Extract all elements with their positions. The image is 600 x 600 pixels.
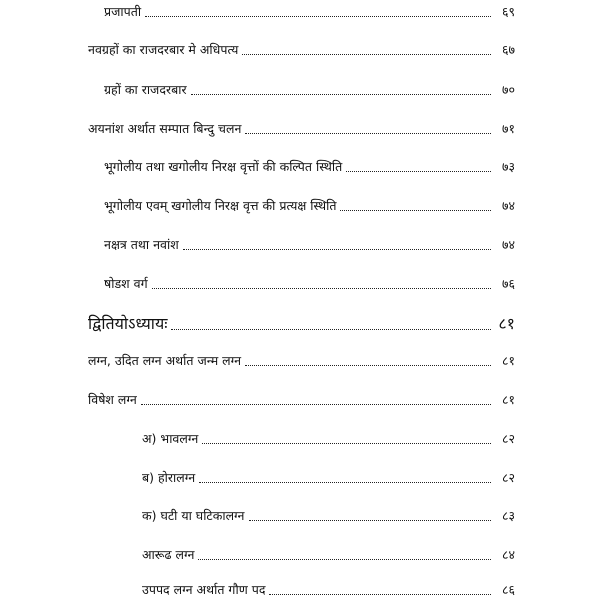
toc-entry-page: ८३ [501, 508, 515, 523]
toc-entry-title: नवग्रहों का राजदरबार मे अधिपत्य [88, 42, 239, 57]
toc-entry-page: ७४ [501, 198, 515, 213]
dot-leader [346, 170, 491, 172]
dot-leader [141, 403, 491, 405]
toc-entry-page: ८१ [501, 353, 515, 368]
dot-leader [202, 442, 491, 444]
toc-entry [142, 427, 515, 447]
toc-entry-title: नक्षत्र तथा नवांश [104, 237, 179, 252]
toc-entry [104, 0, 515, 20]
toc-entry-page: ७० [501, 82, 515, 97]
dot-leader [145, 15, 491, 17]
toc-entry-title: लग्न, उदित लग्न अर्थात जन्म लग्न [88, 353, 242, 368]
toc-entry [88, 388, 515, 408]
toc-entry [88, 117, 515, 137]
toc-entry-title: अयनांश अर्थात सम्पात बिन्दु चलन [88, 121, 242, 136]
dot-leader [171, 328, 491, 330]
dot-leader [340, 209, 491, 211]
dot-leader [183, 248, 491, 250]
toc-chapter-page: ८१ [498, 314, 515, 333]
dot-leader [245, 364, 491, 366]
dot-leader [249, 519, 492, 521]
toc-entry [104, 272, 515, 292]
dot-leader [242, 53, 491, 55]
toc-entry-page: ६९ [501, 4, 515, 19]
toc-entry-title: भूगोलीय एवम् खगोलीय निरक्ष वृत्त की प्रत्यक्ष स्थिति [104, 198, 337, 213]
toc-entry [104, 78, 515, 98]
toc-entry [142, 578, 515, 598]
toc-entry-page: ८२ [501, 431, 515, 446]
toc-entry-page: ८६ [501, 582, 515, 597]
toc-chapter-entry [88, 310, 515, 334]
toc-entry-title: ग्रहों का राजदरबार [104, 82, 187, 97]
dot-leader [152, 287, 491, 289]
toc-entry-title: उपपद लग्न अर्थात गौण पद [142, 582, 266, 597]
toc-entry-title: अ) भावलग्न [142, 431, 199, 446]
dot-leader [199, 481, 491, 483]
toc-entry-title: भूगोलीय तथा खगोलीय निरक्ष वृत्तों की कल्पित स्थिति [104, 159, 343, 174]
toc-entry-title: क) घटी या घटिकालग्न [142, 508, 245, 523]
toc-entry [104, 155, 515, 175]
toc-entry-page: ७१ [501, 121, 515, 136]
toc-entry-title: ब) होरालग्न [142, 470, 196, 485]
toc-entry-title: षोडश वर्ग [104, 276, 148, 291]
toc-entry-title: प्रजापती [104, 4, 142, 19]
toc-entry [142, 466, 515, 486]
dot-leader [269, 593, 491, 595]
toc-entry-page: ८२ [501, 470, 515, 485]
dot-leader [245, 132, 491, 134]
toc-entry-title: आरूढ लग्न [142, 547, 195, 562]
dot-leader [198, 558, 491, 560]
toc-entry [104, 194, 515, 214]
toc-entry-title: विषेश लग्न [88, 392, 137, 407]
toc-entry-page: ८१ [501, 392, 515, 407]
toc-entry-page: ७३ [501, 159, 515, 174]
toc-entry [142, 543, 515, 563]
toc-chapter-title: द्वितियोऽध्यायः [88, 314, 168, 333]
toc-entry [104, 233, 515, 253]
toc-entry-page: ८४ [501, 547, 515, 562]
toc-entry [142, 504, 515, 524]
toc-entry [88, 38, 515, 58]
toc-entry [88, 349, 515, 369]
toc-entry-page: ७४ [501, 237, 515, 252]
toc-entry-page: ६७ [501, 42, 515, 57]
dot-leader [191, 93, 491, 95]
toc-entry-page: ७६ [501, 276, 515, 291]
